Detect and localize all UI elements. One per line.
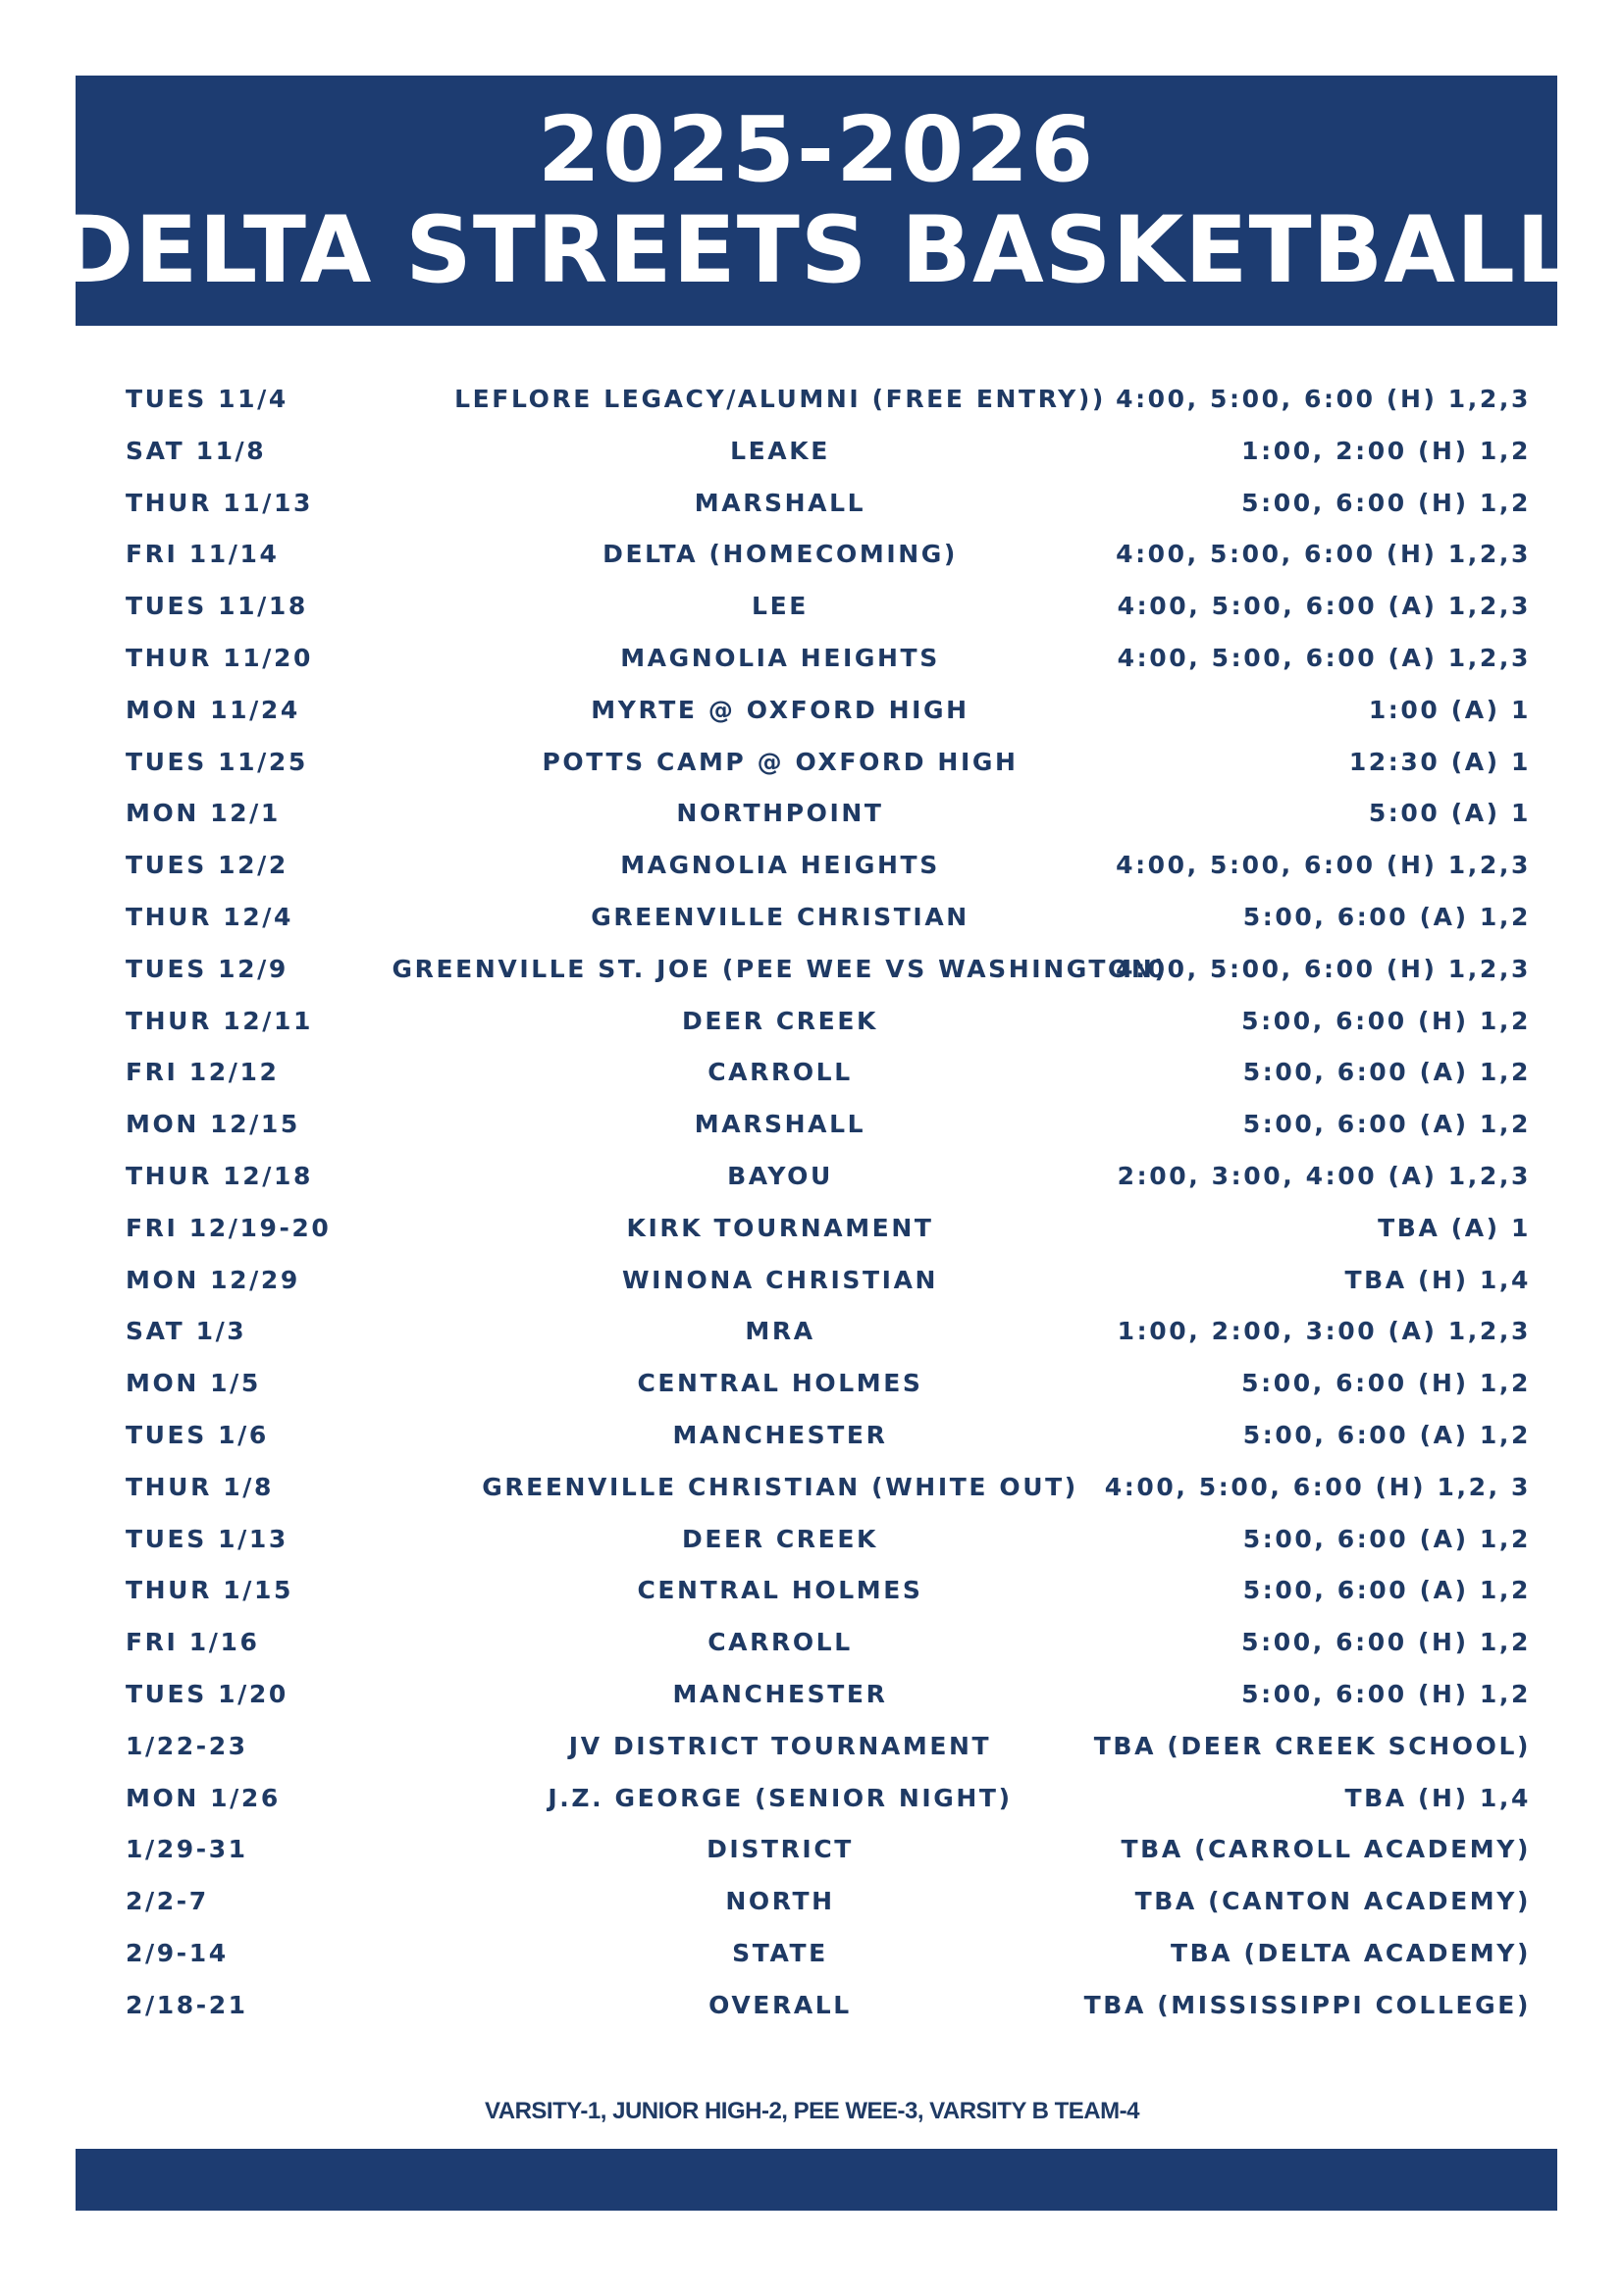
game-opponent: CENTRAL HOLMES — [637, 1576, 923, 1605]
game-opponent: NORTHPOINT — [676, 799, 884, 828]
game-opponent: GREENVILLE CHRISTIAN (WHITE OUT) — [482, 1472, 1078, 1501]
game-date: 1/22-23 — [126, 1731, 248, 1760]
game-opponent: MAGNOLIA HEIGHTS — [620, 851, 940, 880]
game-time: 2:00, 3:00, 4:00 (A) 1,2,3 — [1117, 1161, 1531, 1190]
game-date: TUES 1/20 — [126, 1679, 288, 1708]
game-date: TUES 12/9 — [126, 954, 288, 983]
game-date: 2/2-7 — [126, 1887, 209, 1916]
game-time: TBA (H) 1,4 — [1344, 1783, 1531, 1812]
game-time: TBA (A) 1 — [1378, 1213, 1531, 1242]
schedule-row — [126, 1721, 1531, 1773]
footer-banner — [76, 2149, 1557, 2211]
game-date: THUR 12/4 — [126, 902, 293, 931]
game-time: 5:00, 6:00 (A) 1,2 — [1242, 1420, 1531, 1449]
game-time: 5:00, 6:00 (A) 1,2 — [1242, 1058, 1531, 1087]
schedule-row — [126, 374, 1531, 426]
schedule-row — [126, 1980, 1531, 2032]
game-opponent: MARSHALL — [694, 488, 866, 517]
game-date: TUES 1/13 — [126, 1524, 288, 1553]
game-opponent: CARROLL — [707, 1058, 853, 1087]
game-date: TUES 1/6 — [126, 1420, 269, 1449]
game-opponent: DEER CREEK — [682, 1006, 878, 1035]
schedule-row — [126, 1358, 1531, 1410]
game-time: 5:00, 6:00 (H) 1,2 — [1241, 1679, 1531, 1708]
game-opponent: LEFLORE LEGACY/ALUMNI (FREE ENTRY)) — [454, 385, 1106, 413]
game-date: SAT 11/8 — [126, 436, 267, 465]
game-date: THUR 11/20 — [126, 643, 313, 672]
game-opponent: DELTA (HOMECOMING) — [602, 540, 958, 569]
game-opponent: STATE — [732, 1938, 828, 1967]
game-date: FRI 12/19-20 — [126, 1213, 332, 1242]
game-opponent: MYRTE @ OXFORD HIGH — [591, 695, 969, 724]
schedule-row — [126, 788, 1531, 840]
game-opponent: GREENVILLE ST. JOE (PEE WEE VS WASHINGTON) — [392, 954, 1169, 983]
game-date: FRI 11/14 — [126, 540, 280, 569]
game-time: TBA (CARROLL ACADEMY) — [1121, 1835, 1531, 1864]
game-date: FRI 12/12 — [126, 1058, 280, 1087]
schedule-row — [126, 944, 1531, 996]
game-opponent: J.Z. GEORGE (SENIOR NIGHT) — [548, 1783, 1013, 1812]
game-time: 4:00, 5:00, 6:00 (A) 1,2,3 — [1117, 643, 1531, 672]
game-date: TUES 12/2 — [126, 851, 288, 880]
game-time: 4:00, 5:00, 6:00 (H) 1,2,3 — [1116, 851, 1531, 880]
game-opponent: CENTRAL HOLMES — [637, 1369, 923, 1398]
schedule-row — [126, 685, 1531, 737]
game-date: THUR 1/8 — [126, 1472, 274, 1501]
game-date: MON 1/5 — [126, 1369, 261, 1398]
game-opponent: MARSHALL — [694, 1110, 866, 1139]
game-time: 4:00, 5:00, 6:00 (H) 1,2,3 — [1116, 540, 1531, 569]
game-opponent: WINONA CHRISTIAN — [621, 1265, 939, 1294]
game-time: 5:00, 6:00 (H) 1,2 — [1241, 1369, 1531, 1398]
schedule-row — [126, 1099, 1531, 1151]
game-time: 12:30 (A) 1 — [1348, 747, 1531, 776]
game-date: THUR 11/13 — [126, 488, 313, 517]
game-date: MON 12/29 — [126, 1265, 300, 1294]
game-time: 5:00, 6:00 (A) 1,2 — [1242, 902, 1531, 931]
game-date: MON 12/1 — [126, 799, 281, 828]
game-time: 1:00 (A) 1 — [1368, 695, 1531, 724]
game-date: THUR 1/15 — [126, 1576, 293, 1605]
game-opponent: MAGNOLIA HEIGHTS — [620, 643, 940, 672]
game-opponent: NORTH — [725, 1887, 835, 1916]
game-time: 4:00, 5:00, 6:00 (A) 1,2,3 — [1117, 592, 1531, 621]
schedule-row — [126, 1255, 1531, 1307]
game-time: TBA (CANTON ACADEMY) — [1134, 1887, 1531, 1916]
game-time: 4:00, 5:00, 6:00 (H) 1,2, 3 — [1104, 1472, 1531, 1501]
schedule-row — [126, 426, 1531, 478]
game-time: TBA (MISSISSIPPI COLLEGE) — [1083, 1990, 1531, 2019]
schedule-row — [126, 1617, 1531, 1669]
schedule-row — [126, 633, 1531, 685]
game-opponent: GREENVILLE CHRISTIAN — [591, 902, 969, 931]
game-opponent: KIRK TOURNAMENT — [626, 1213, 934, 1242]
schedule-row — [126, 1306, 1531, 1358]
schedule-row — [126, 1876, 1531, 1928]
schedule-row — [126, 1669, 1531, 1721]
schedule-row — [126, 892, 1531, 944]
schedule-row — [126, 1928, 1531, 1980]
game-date: TUES 11/4 — [126, 385, 288, 413]
game-date: TUES 11/25 — [126, 747, 308, 776]
season-title: 2025-2026 — [537, 96, 1096, 202]
game-date: TUES 11/18 — [126, 592, 308, 621]
game-date: MON 11/24 — [126, 695, 300, 724]
game-date: MON 12/15 — [126, 1110, 300, 1139]
game-date: 2/9-14 — [126, 1938, 229, 1967]
game-date: 1/29-31 — [126, 1835, 248, 1864]
game-time: 1:00, 2:00, 3:00 (A) 1,2,3 — [1117, 1317, 1531, 1346]
schedule-row — [126, 1824, 1531, 1876]
schedule-row — [126, 1151, 1531, 1203]
schedule-row — [126, 1462, 1531, 1514]
game-time: 5:00, 6:00 (A) 1,2 — [1242, 1524, 1531, 1553]
schedule-row — [126, 1514, 1531, 1566]
team-legend: VARSITY-1, JUNIOR HIGH-2, PEE WEE-3, VARSITY B TEAM-4 — [485, 2098, 1139, 2124]
game-opponent: LEAKE — [730, 436, 830, 465]
schedule-row — [126, 1410, 1531, 1462]
game-opponent: CARROLL — [707, 1628, 853, 1657]
game-time: 4:00, 5:00, 6:00 (H) 1,2,3 — [1116, 954, 1531, 983]
game-opponent: DEER CREEK — [682, 1524, 878, 1553]
schedule-row — [126, 478, 1531, 530]
game-opponent: DISTRICT — [707, 1835, 854, 1864]
game-date: THUR 12/11 — [126, 1006, 313, 1035]
game-opponent: OVERALL — [708, 1990, 852, 2019]
game-opponent: POTTS CAMP @ OXFORD HIGH — [542, 747, 1019, 776]
game-opponent: MANCHESTER — [672, 1679, 888, 1708]
schedule-row — [126, 1203, 1531, 1255]
game-time: 5:00 (A) 1 — [1368, 799, 1531, 828]
game-time: TBA (DEER CREEK SCHOOL) — [1093, 1731, 1531, 1760]
schedule-row — [126, 996, 1531, 1048]
game-time: 5:00, 6:00 (H) 1,2 — [1241, 488, 1531, 517]
game-date: 2/18-21 — [126, 1990, 248, 2019]
game-opponent: MANCHESTER — [672, 1420, 888, 1449]
schedule-row — [126, 581, 1531, 633]
schedule-row — [126, 1773, 1531, 1825]
game-time: 5:00, 6:00 (A) 1,2 — [1242, 1576, 1531, 1605]
game-date: MON 1/26 — [126, 1783, 281, 1812]
game-time: 1:00, 2:00 (H) 1,2 — [1241, 436, 1531, 465]
team-title: DELTA STREETS BASKETBALL — [57, 196, 1576, 304]
game-time: 5:00, 6:00 (H) 1,2 — [1241, 1628, 1531, 1657]
schedule-row — [126, 1565, 1531, 1617]
game-opponent: JV DISTRICT TOURNAMENT — [568, 1731, 992, 1760]
game-time: TBA (H) 1,4 — [1344, 1265, 1531, 1294]
game-opponent: LEE — [752, 592, 809, 621]
game-time: 5:00, 6:00 (H) 1,2 — [1241, 1006, 1531, 1035]
schedule-row — [126, 1047, 1531, 1099]
game-time: 5:00, 6:00 (A) 1,2 — [1242, 1110, 1531, 1139]
game-date: THUR 12/18 — [126, 1161, 313, 1190]
game-time: 4:00, 5:00, 6:00 (H) 1,2,3 — [1116, 385, 1531, 413]
title-banner — [57, 76, 1576, 326]
schedule-row — [126, 737, 1531, 789]
game-time: TBA (DELTA ACADEMY) — [1170, 1938, 1531, 1967]
game-opponent: BAYOU — [727, 1161, 833, 1190]
game-opponent: MRA — [745, 1317, 815, 1346]
schedule-row — [126, 529, 1531, 581]
schedule-table — [126, 374, 1531, 2032]
game-date: SAT 1/3 — [126, 1317, 247, 1346]
schedule-row — [126, 840, 1531, 892]
game-date: FRI 1/16 — [126, 1628, 260, 1657]
